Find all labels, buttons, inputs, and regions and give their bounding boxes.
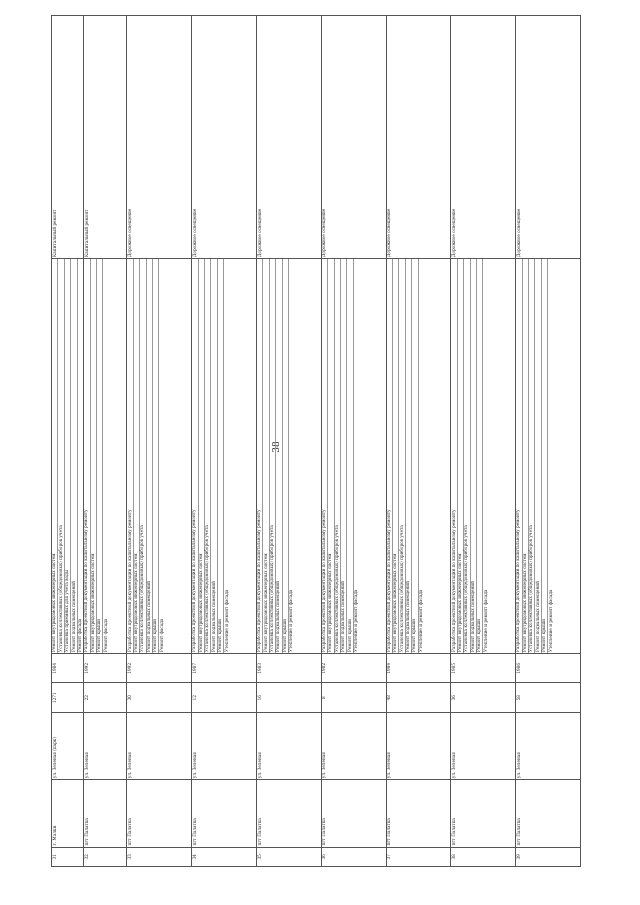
cell-area: 8: [321, 683, 386, 712]
work-line: Ремонт крыши: [218, 259, 224, 653]
work-line: Ремонт крыши: [283, 259, 289, 653]
work-line: Установка коллективных (общедомовых) приборов учета: [270, 259, 276, 653]
cell-status: Капитальный ремонт: [84, 15, 127, 258]
cell-location: пгт Палатка: [386, 780, 451, 847]
work-line: Установка коллективных (общедомовых) приборов учета: [335, 259, 341, 653]
work-line: Разработка проектной документации по капитальному ремонту: [322, 259, 328, 653]
rotated-table-frame: [51, 37, 581, 867]
work-line: Установка коллективных (общедомовых) приборов учета: [399, 259, 405, 653]
cell-area: 1271: [52, 683, 84, 712]
cell-works: [256, 259, 321, 654]
cell-location: пгт Палатка: [256, 780, 321, 847]
cell-works: [127, 259, 192, 654]
cell-year: 1992: [84, 654, 127, 683]
work-line: Ремонт крыши: [153, 259, 159, 653]
work-line: Утепление и ремонт фасада: [223, 589, 229, 652]
work-line: Ремонт внутридомовых инженерных систем: [199, 259, 205, 653]
cell-num: 35: [256, 847, 321, 866]
cell-address: ул. Зеленая: [256, 712, 321, 779]
work-line: Ремонт подвальных помещений: [276, 259, 282, 653]
cell-location: пгт Палатка: [84, 780, 127, 847]
work-line: Разработка проектной документации по капитальному ремонту: [516, 259, 522, 653]
work-line: Ремонт фасада: [158, 618, 164, 652]
work-line: Утепление и ремонт фасада: [353, 589, 359, 652]
work-line: Разработка проектной документации по капитальному ремонту: [127, 259, 133, 653]
cell-num: 36: [321, 847, 386, 866]
cell-location: г. Малки: [52, 780, 84, 847]
work-line: Утепление и ремонт фасада: [547, 589, 553, 652]
cell-address: ул. Зеленая: [516, 712, 581, 779]
work-line: Разработка проектной документации по капитальному ремонту: [192, 259, 198, 653]
cell-num: 39: [516, 847, 581, 866]
cell-num: 31: [52, 847, 84, 866]
work-line: Утепление и ремонт фасада: [482, 589, 488, 652]
work-line: Ремонт подвальных помещений: [147, 259, 153, 653]
cell-works: [386, 259, 451, 654]
cell-year: 1984: [386, 654, 451, 683]
cell-works: [192, 259, 257, 654]
cell-location: пгт Палатка: [451, 780, 516, 847]
table-row: [516, 15, 581, 866]
table-row: [84, 15, 127, 866]
work-line: Ремонт фасада: [76, 618, 82, 652]
work-line: Ремонт подвальных помещений: [211, 259, 217, 653]
cell-year: 1983: [256, 654, 321, 683]
table-row: [192, 15, 257, 866]
work-line: Установка коллективных (общедомовых) приборов учета: [205, 259, 211, 653]
work-line: Разработка проектной документации по капитальному ремонту: [257, 259, 263, 653]
work-line: Ремонт внутридомовых инженерных систем: [328, 259, 334, 653]
cell-area: 22: [84, 683, 127, 712]
cell-status: Дорожное освещение: [192, 15, 257, 258]
work-line: Разработка проектной документации по капитальному ремонту: [84, 259, 90, 653]
work-line: Утепление и ремонт фасада: [288, 589, 294, 652]
cell-year: 1987: [192, 654, 257, 683]
work-line: Ремонт внутридомовых инженерных систем: [393, 259, 399, 653]
work-line: Ремонт внутридомовых инженерных систем: [523, 259, 529, 653]
cell-location: пгт Палатка: [192, 780, 257, 847]
cell-area: 12: [192, 683, 257, 712]
cell-address: ул. Зеленая: [386, 712, 451, 779]
work-line: Ремонт фасада: [102, 618, 108, 652]
work-line: Установка приемных для учета воды: [65, 259, 71, 653]
cell-num: 33: [127, 847, 192, 866]
work-line: Ремонт подвальных помещений: [406, 259, 412, 653]
work-line: Разработка проектной документации по капитальному ремонту: [387, 259, 393, 653]
repair-program-table: [51, 15, 581, 867]
work-line: Ремонт внутридомовых инженерных систем: [458, 259, 464, 653]
cell-status: Дорожное освещение: [516, 15, 581, 258]
rotated-page-content: [51, 37, 581, 867]
cell-year: 1984: [52, 654, 84, 683]
cell-address: ул. Зеленая: [451, 712, 516, 779]
work-line: Ремонт подвальных помещений: [471, 259, 477, 653]
cell-works: [84, 259, 127, 654]
work-line: Установка коллективных (общедомовых) приборов учета: [58, 259, 64, 653]
work-line: Разработка проектной документации по капитальному ремонту: [451, 259, 457, 653]
cell-year: 1982: [321, 654, 386, 683]
work-line: Установка коллективных (общедомовых) приборов учета: [529, 259, 535, 653]
cell-area: 58: [516, 683, 581, 712]
work-line: Ремонт крыши: [347, 259, 353, 653]
work-line: Ремонт подвальных помещений: [535, 259, 541, 653]
table-body: [52, 15, 581, 866]
cell-area: 48: [386, 683, 451, 712]
cell-works: [516, 259, 581, 654]
table-row: [256, 15, 321, 866]
cell-num: 32: [84, 847, 127, 866]
work-line: Ремонт крыши: [412, 259, 418, 653]
cell-year: 1986: [516, 654, 581, 683]
table-row-header: [52, 15, 84, 866]
work-line: Ремонт крыши: [542, 259, 548, 653]
cell-works: [451, 259, 516, 654]
cell-status: Дорожное освещение: [386, 15, 451, 258]
cell-status: Дорожное освещение: [321, 15, 386, 258]
cell-num: 37: [386, 847, 451, 866]
work-line: Ремонт крыши: [477, 259, 483, 653]
cell-address: ул. Зеленая: [192, 712, 257, 779]
cell-year: 1992: [127, 654, 192, 683]
cell-status: Дорожное освещение: [256, 15, 321, 258]
work-line: Ремонт подвальных помещений: [71, 259, 77, 653]
cell-area: 16: [256, 683, 321, 712]
cell-num: 34: [192, 847, 257, 866]
cell-location: пгт Палатка: [127, 780, 192, 847]
work-line: Ремонт внутридомовых инженерных систем: [91, 259, 97, 653]
page-number: 38: [272, 441, 282, 453]
cell-year: 1985: [451, 654, 516, 683]
cell-address: ул. Зеленая (парк): [52, 712, 84, 779]
work-line: Ремонт внутридомовых инженерных систем: [263, 259, 269, 653]
cell-location: пгт Палатка: [321, 780, 386, 847]
cell-address: ул. Зеленая: [84, 712, 127, 779]
cell-location: пгт Палатка: [516, 780, 581, 847]
cell-num: 38: [451, 847, 516, 866]
work-line: Ремонт внутридомовых инженерных систем: [134, 259, 140, 653]
cell-status: Дорожное освещение: [451, 15, 516, 258]
work-line: Установка коллективных (общедомовых) приборов учета: [464, 259, 470, 653]
work-line: Установка коллективных (общедомовых) приборов учета: [140, 259, 146, 653]
cell-area: 30: [127, 683, 192, 712]
cell-works: [52, 259, 84, 654]
cell-address: ул. Зеленая: [127, 712, 192, 779]
table-row: [451, 15, 516, 866]
work-line: Ремонт подвальных помещений: [341, 259, 347, 653]
cell-address: ул. Зеленая: [321, 712, 386, 779]
table-row: [321, 15, 386, 866]
work-line: Утепление и ремонт фасада: [417, 589, 423, 652]
cell-area: 36: [451, 683, 516, 712]
work-line: Ремонт крыши: [97, 259, 103, 653]
cell-status: Капитальный ремонт: [52, 15, 84, 258]
cell-status: Дорожное освещение: [127, 15, 192, 258]
work-line: Ремонт внутридомовых инженерных систем: [52, 259, 58, 653]
table-row: [386, 15, 451, 866]
table-row: [127, 15, 192, 866]
cell-works: [321, 259, 386, 654]
